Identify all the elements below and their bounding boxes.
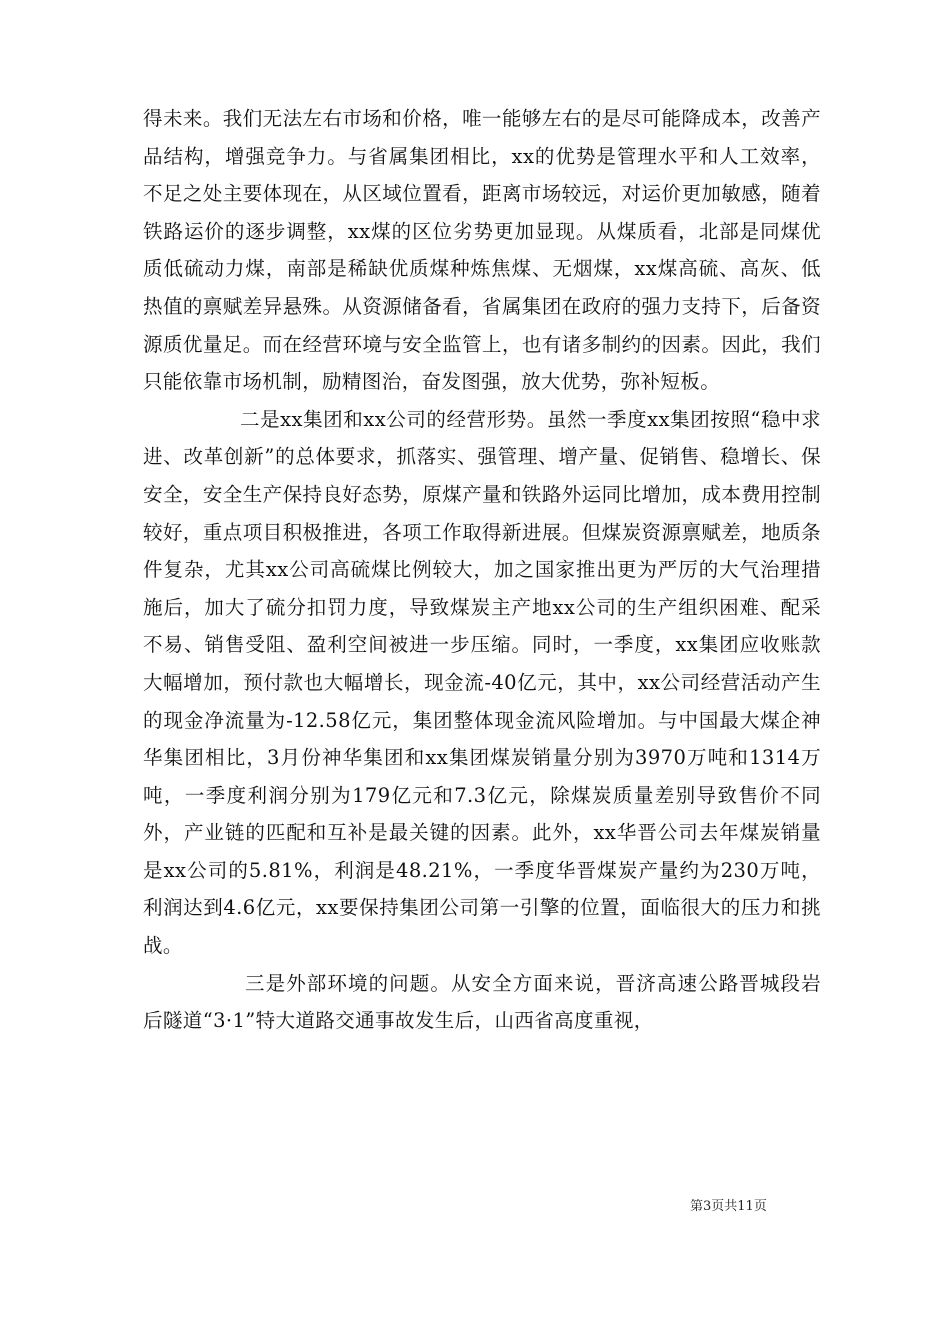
paragraph-external-environment: 三是外部环境的问题。从安全方面来说，晋济高速公路晋城段岩后隧道“3·1”特大道路交通事故发生后，山西省高度重视，	[143, 971, 821, 1033]
paragraph-business-situation: 二是xx集团和xx公司的经营形势。虽然一季度xx集团按照“稳中求进、改革创新”的总体要求，抓落实、强管理、增产量、促销售、稳增长、保安全，安全生产保持良好态势，原煤产量和铁路外运同比增加，成本费用控制较好，重点项目积极推进，各项工作取得新进展。但煤炭资源禀赋差，地质条件复杂，尤其xx公司高硫煤比例较大，加之国家推出更为严厉的大气治理措施后，加大了硫分扣罚力度，导致煤炭主产地xx公司的生产组织困难、配采不易、销售受阻、盈利空间被进一步压缩。同时，一季度，xx集团应收账款大幅增加，预付款也大幅增长，现金流-40亿元，其中，xx公司经营活动产生的现金净流量为-12.58亿元，集团整体现金流风险增加。与中国最大煤企神华集团相比，3月份神华集团和xx集团煤炭销量分别为3970万吨和1314万吨，一季度利润分别为179亿元和7.3亿元，除煤炭质量差别导致售价不同外，产业链的匹配和互补是最关键的因素。此外，xx华晋公司去年煤炭销量是xx公司的5.81%，利润是48.21%，一季度华晋煤炭产量约为230万吨，利润达到4.6亿元，xx要保持集团公司第一引擎的位置，面临很大的压力和挑战。	[143, 407, 821, 958]
paragraph-continued: 得未来。我们无法左右市场和价格，唯一能够左右的是尽可能降成本，改善产品结构，增强竞争力。与省属集团相比，xx的优势是管理水平和人工效率，不足之处主要体现在，从区域位置看，距离市场较远，对运价更加敏感，随着铁路运价的逐步调整，xx煤的区位劣势更加显现。从煤质看，北部是同煤优质低硫动力煤，南部是稀缺优质煤种炼焦煤、无烟煤，xx煤高硫、高灰、低热值的禀赋差异悬殊。从资源储备看，省属集团在政府的强力支持下，后备资源质优量足。而在经营环境与安全监管上，也有诸多制约的因素。因此，我们只能依靠市场机制，励精图治，奋发图强，放大优势，弥补短板。	[143, 107, 821, 394]
page-number-footer: 第3页共11页	[690, 1199, 767, 1214]
document-body	[143, 100, 821, 1040]
